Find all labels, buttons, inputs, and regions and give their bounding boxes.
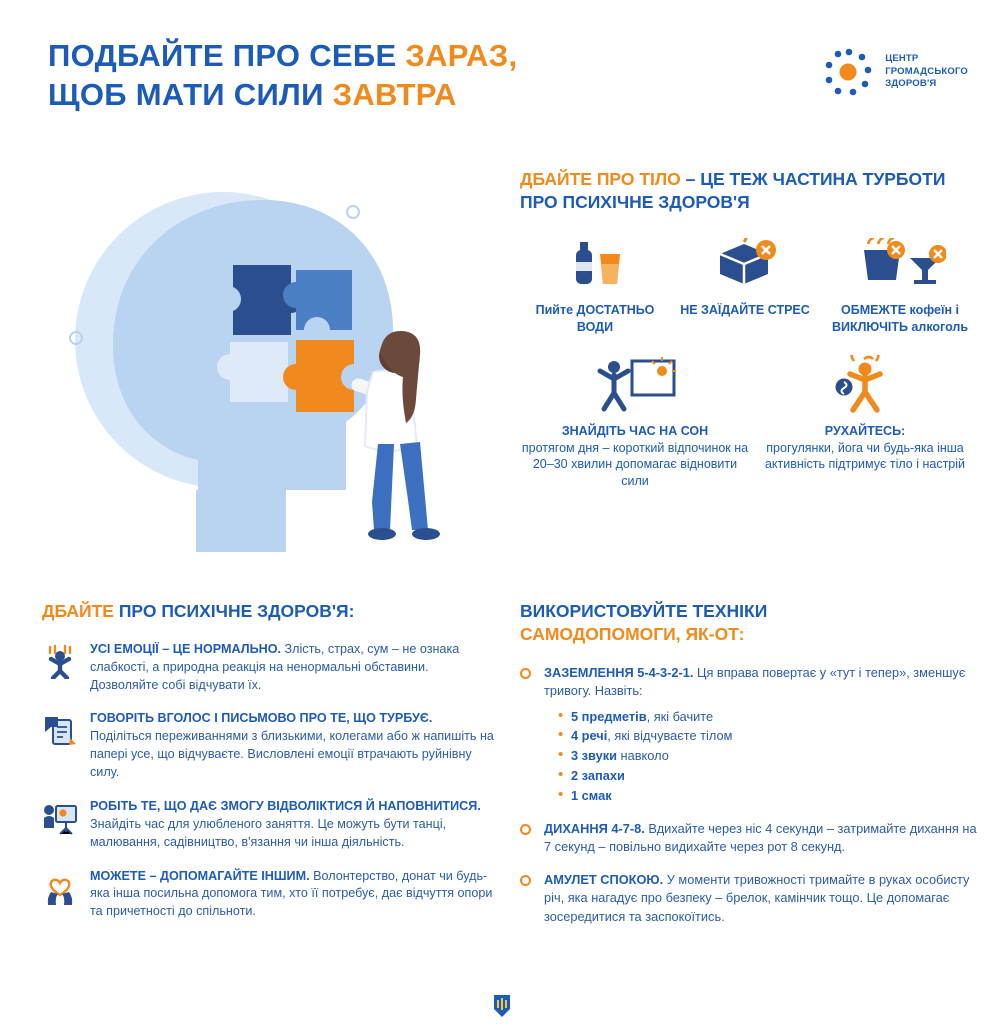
header	[48, 36, 968, 114]
body-care-section	[520, 168, 980, 489]
mental-health-item-bold: ГОВОРІТЬ ВГОЛОС І ПИСЬМОВО ПРО ТЕ, ЩО ТУРБУЄ.	[90, 711, 433, 726]
mental-health-item-text	[90, 798, 497, 852]
self-help-subitem	[558, 766, 980, 786]
self-help-item-rest: Вдихайте через ніс 4 секунди – затримайте дихання на 7 секунд – повільно видихайте через рот 8 секунд.	[544, 820, 977, 855]
body-care-item	[670, 232, 820, 335]
logo-line-3: ЗДОРОВ'Я	[885, 78, 937, 90]
title-line2-part1: ЩОБ МАТИ СИЛИ	[48, 77, 333, 113]
hands-holding-heart-icon	[42, 870, 78, 906]
mental-health-item	[42, 641, 497, 695]
self-help-item	[520, 871, 980, 927]
body-care-item	[820, 232, 980, 335]
mental-health-item-rest: Поділіться переживаннями з близькими, колегами або ж напишіть на папері усе, що відчуваєте. Висловлені емоції втрачають руйнівну силу.	[90, 729, 494, 779]
mental-health-title-accent: ДБАЙТЕ	[42, 601, 119, 621]
mental-health-item	[42, 710, 497, 782]
self-help-title-accent: САМОДОПОМОГИ, ЯК-ОТ:	[520, 623, 745, 644]
mental-health-item-rest: Знайдіть час для улюбленого заняття. Це можуть бути танці, малювання, садівництво, в'язання чи інша діяльність.	[90, 816, 447, 849]
mental-health-item-text	[90, 710, 497, 782]
self-help-subitem	[558, 707, 980, 727]
ukraine-mark-icon	[491, 992, 513, 1018]
mental-health-title	[42, 600, 497, 623]
mental-health-item-bold: МОЖЕТЕ – ДОПОМАГАЙТЕ ІНШИМ.	[90, 868, 310, 883]
logo-line-1: ЦЕНТР	[885, 52, 919, 64]
self-help-subitem	[558, 726, 980, 746]
body-care-item	[520, 353, 750, 489]
self-help-section	[520, 600, 980, 940]
water-bottle-and-glass-icon	[520, 232, 670, 294]
bullet-circle-icon	[520, 668, 534, 806]
logo-dots-icon	[823, 46, 875, 98]
title-line2-accent: ЗАВТРА	[332, 77, 457, 113]
self-help-sublist	[558, 707, 980, 806]
self-help-subitem	[558, 746, 980, 766]
body-care-caption	[520, 423, 750, 489]
person-painting-easel-icon	[42, 800, 78, 836]
title-line1-accent: ЗАРАЗ,	[405, 38, 518, 73]
subitem-rest: , які бачите	[646, 708, 714, 724]
subitem-bold: 5 предметів	[571, 708, 647, 724]
self-help-item	[520, 820, 980, 857]
self-help-item-bold: ДИХАННЯ 4-7-8.	[544, 820, 645, 836]
mental-health-item	[42, 798, 497, 852]
self-help-item-text	[544, 820, 980, 857]
coffee-cup-and-alcohol-crossed-out-icon	[820, 232, 980, 294]
title-line1-part1: ПОДБАЙТЕ ПРО СЕБЕ	[48, 38, 406, 73]
mental-health-item-text	[90, 641, 497, 695]
body-care-item	[520, 232, 670, 335]
body-care-title-rest: – ЦЕ ТЕЖ ЧАСТИНА ТУРБОТИ ПРО ПСИХІЧНЕ ЗДОРОВ'Я	[520, 169, 946, 213]
mental-health-item-rest: Злість, страх, сум – не ознака слабкості, а природна реакція на ненормальні обставини. Дозволяйте собі відчувати їх.	[90, 641, 460, 692]
self-help-title-part1: ВИКОРИСТОВУЙТЕ ТЕХНІКИ	[520, 601, 768, 621]
subitem-rest: навколо	[616, 748, 669, 764]
self-help-title	[520, 600, 980, 646]
body-care-caption: ОБМЕЖТЕ кофеїн і ВИКЛЮЧІТЬ алкоголь	[831, 303, 969, 334]
mental-health-item-bold: РОБІТЬ ТЕ, ЩО ДАЄ ЗМОГУ ВІДВОЛІКТИСЯ Й НАПОВНИТИСЯ.	[90, 798, 481, 813]
body-care-caption: Пийте ДОСТАТНЬО ВОДИ	[535, 303, 655, 334]
person-stretching-window-sun-icon	[520, 353, 750, 415]
subitem-bold: 3 звуки	[571, 748, 617, 764]
subitem-bold: 4 речі	[571, 728, 608, 744]
mental-health-item-rest: Волонтерство, донат чи будь-яка інша посильна допомога тим, хто її потребує, дає відчуття опори та причетності до спільноти.	[90, 868, 493, 919]
self-help-item-bold: ЗАЗЕМЛЕННЯ 5-4-3-2-1.	[544, 664, 694, 680]
mental-health-title-rest: ПРО ПСИХІЧНЕ ЗДОРОВ'Я:	[118, 601, 355, 621]
mental-health-section	[42, 600, 497, 937]
body-care-title	[520, 168, 980, 214]
body-care-caption	[750, 423, 980, 473]
self-help-item-text	[544, 871, 980, 927]
self-help-item	[520, 664, 980, 806]
self-help-item-text	[544, 664, 980, 806]
mental-health-item-text	[90, 868, 497, 922]
body-care-caption: НЕ ЗАЇДАЙТЕ СТРЕС	[680, 303, 810, 318]
self-help-item-bold: АМУЛЕТ СПОКОЮ.	[544, 871, 664, 887]
subitem-bold: 2 запахи	[571, 768, 625, 784]
body-care-caption-bold: ЗНАЙДІТЬ ЧАС НА СОН	[561, 424, 709, 439]
speech-bubble-and-document-icon	[42, 712, 78, 748]
body-care-caption-bold: РУХАЙТЕСЬ:	[824, 424, 906, 439]
logo-line-2: ГРОМАДСЬКОГО	[885, 65, 968, 77]
body-care-title-accent: ДБАЙТЕ ПРО ТІЛО	[520, 169, 681, 189]
body-care-item	[750, 353, 980, 489]
self-help-item-rest: Ця вправа повертає у «тут і тепер», зменшує тривогу. Назвіть:	[544, 664, 966, 699]
person-with-raised-hands-emotions-icon	[42, 643, 78, 679]
mental-health-item-bold: УСІ ЕМОЦІЇ – ЦЕ НОРМАЛЬНО.	[90, 641, 282, 656]
head-puzzle-illustration	[28, 160, 498, 560]
self-help-item-rest: У моменти тривожності тримайте в руках особисту річ, яка нагадує про безпеку – брелок, камінчик тощо. Це допомагає зосередитися та заспокоїтись.	[544, 871, 970, 924]
bullet-circle-icon	[520, 824, 534, 857]
subitem-bold: 1 смак	[571, 787, 612, 803]
self-help-subitem	[558, 786, 980, 806]
logo-text	[885, 53, 968, 91]
logo	[823, 46, 968, 98]
subitem-rest: , які відчуваєте тілом	[607, 728, 733, 744]
body-care-caption-rest: прогулянки, йога чи будь-яка інша активність підтримує тіло і настрій	[764, 440, 966, 472]
person-exercising-icon	[750, 353, 980, 415]
cake-slice-crossed-out-icon	[670, 232, 820, 294]
body-care-caption-rest: протягом дня – короткий відпочинок на 20–30 хвилин допомагає відновити сили	[521, 440, 749, 488]
bullet-circle-icon	[520, 875, 534, 927]
body-care-items	[520, 232, 980, 489]
mental-health-item	[42, 868, 497, 922]
